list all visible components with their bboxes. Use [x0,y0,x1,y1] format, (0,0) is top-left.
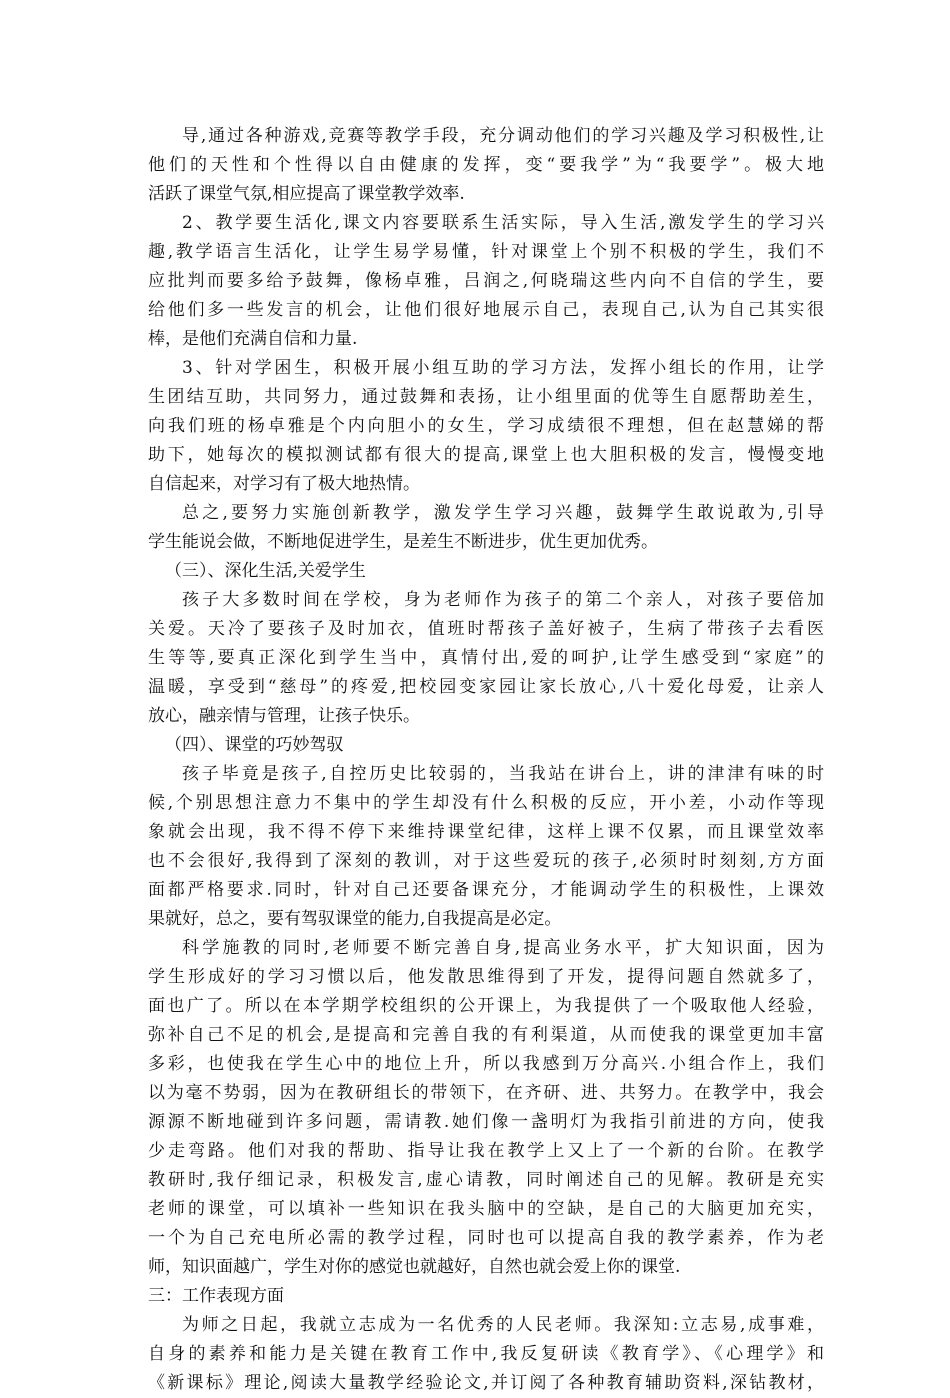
subsection-heading [148,731,824,760]
text-line: 生等等,要真正深化到学生当中，真情付出,爱的呵护,让学生感受到“家庭”的 [148,648,824,668]
text-line: 象就会出现，我不得不停下来维持课堂纪律，这样上课不仅累，而且课堂效率 [148,822,824,842]
text-line: 老师的课堂，可以填补一些知识在我头脑中的空缺，是自己的大脑更加充实， [148,1199,824,1219]
text-line: 自身的素养和能力是关键在教育工作中,我反复研读《教育学》、《心理学》和 [148,1344,824,1364]
subsection-heading [148,557,824,586]
text-line: 为师之日起，我就立志成为一名优秀的人民老师。我深知:立志易,成事难， [182,1315,824,1335]
body-paragraph [148,586,824,731]
text-line: 向我们班的杨卓雅是个内向胆小的女生，学习成绩很不理想，但在赵慧娣的帮 [148,416,824,436]
text-line: 面也广了。所以在本学期学校组织的公开课上，为我提供了一个吸取他人经验， [148,996,824,1016]
text-line: 趣,教学语言生活化，让学生易学易懂，针对课堂上个别不积极的学生，我们不 [148,242,824,262]
text-line: 3、针对学困生，积极开展小组互助的学习方法，发挥小组长的作用，让学 [182,358,824,378]
text-line: 一个为自己充电所必需的教学过程，同时也可以提高自我的教学素养，作为老 [148,1228,824,1248]
text-line: 棒，是他们充满自信和力量. [148,329,358,349]
text-line: 孩子大多数时间在学校，身为老师作为孩子的第二个亲人，对孩子要倍加 [182,590,824,610]
text-line: 科学施教的同时,老师要不断完善自身,提高业务水平，扩大知识面，因为 [182,938,824,958]
body-paragraph [148,1311,824,1398]
text-line: 面都严格要求.同时，针对自己还要备课充分，才能调动学生的积极性，上课效 [148,880,824,900]
text-line: 师，知识面越广，学生对你的感觉也就越好，自然也就会爱上你的课堂. [148,1257,681,1277]
body-paragraph [148,934,824,1282]
text-line: 教研时,我仔细记录，积极发言,虚心请教，同时阐述自己的见解。教研是充实 [148,1170,824,1190]
text-line: 助下，她每次的模拟测试都有很大的提高,课堂上也大胆积极的发言，慢慢变地 [148,445,824,465]
text-line: 三：工作表现方面 [148,1286,284,1306]
text-line: 果就好，总之，要有驾驭课堂的能力,自我提高是必定。 [148,909,562,929]
text-line: 以为毫不势弱，因为在教研组长的带领下，在齐研、进、共努力。在教学中，我会 [148,1083,824,1103]
document-page [148,122,824,1398]
body-paragraph [148,499,824,557]
text-line: 《新课标》理论,阅读大量教学经验论文,并订阅了各种教育辅助资料,深钻教材， [148,1373,824,1393]
text-line: 放心，融亲情与管理，让孩子快乐。 [148,706,420,726]
text-line: 活跃了课堂气氛,相应提高了课堂教学效率. [148,184,465,204]
text-line: 也不会很好,我得到了深刻的教训，对于这些爱玩的孩子,必须时时刻刻,方方面 [148,851,824,871]
text-line: 给他们多一些发言的机会，让他们很好地展示自己，表现自己,认为自己其实很 [148,300,824,320]
text-line: 温暖，享受到“慈母”的疼爱,把校园变家园让家长放心,八十爱化母爱，让亲人 [148,677,824,697]
text-line: 应批判而要多给予鼓舞，像杨卓雅，吕润之,何晓瑞这些内向不自信的学生，要 [148,271,824,291]
text-line: （三）、深化生活,关爱学生 [165,561,366,581]
text-line: 生团结互助，共同努力，通过鼓舞和表扬，让小组里面的优等生自愿帮助差生， [148,387,824,407]
body-paragraph [148,354,824,499]
body-paragraph [148,760,824,934]
text-line: 他们的天性和个性得以自由健康的发挥，变“要我学”为“我要学”。极大地 [148,155,824,175]
text-line: 导,通过各种游戏,竞赛等教学手段，充分调动他们的学习兴趣及学习积极性,让 [182,126,824,146]
text-line: 少走弯路。他们对我的帮助、指导让我在教学上又上了一个新的台阶。在教学 [148,1141,824,1161]
text-line: 孩子毕竟是孩子,自控历史比较弱的，当我站在讲台上，讲的津津有味的时 [182,764,824,784]
text-line: 弥补自己不足的机会,是提高和完善自我的有利渠道，从而使我的课堂更加丰富 [148,1025,824,1045]
text-line: 学生形成好的学习习惯以后，他发散思维得到了开发，提得问题自然就多了， [148,967,824,987]
text-line: 关爱。天冷了要孩子及时加衣，值班时帮孩子盖好被子，生病了带孩子去看医 [148,619,824,639]
text-line: 总之,要努力实施创新教学，激发学生学习兴趣，鼓舞学生敢说敢为,引导 [182,503,824,523]
text-line: 自信起来，对学习有了极大地热情。 [148,474,420,494]
body-paragraph [148,209,824,354]
text-line: （四）、课堂的巧妙驾驭 [165,735,344,755]
body-paragraph [148,122,824,209]
section-heading [148,1282,824,1311]
text-line: 学生能说会做，不断地促进学生，是差生不断进步，优生更加优秀。 [148,532,658,552]
text-line: 2、教学要生活化,课文内容要联系生活实际，导入生活,激发学生的学习兴 [182,213,824,233]
text-line: 多彩，也使我在学生心中的地位上升，所以我感到万分高兴.小组合作上，我们 [148,1054,824,1074]
text-line: 候,个别思想注意力不集中的学生却没有什么积极的反应，开小差，小动作等现 [148,793,824,813]
text-line: 源源不断地碰到许多问题，需请教.她们像一盏明灯为我指引前进的方向，使我 [148,1112,824,1132]
